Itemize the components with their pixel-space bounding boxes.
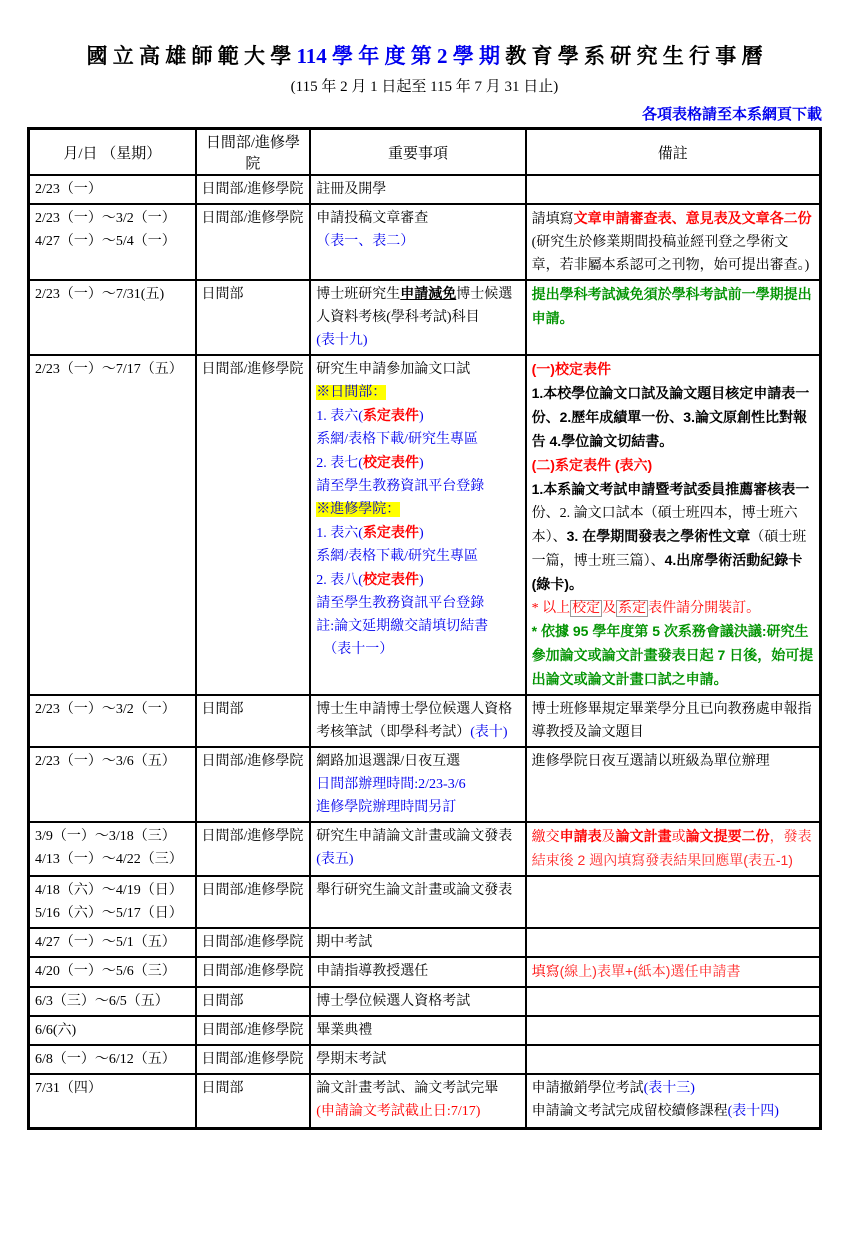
cell-dept	[196, 175, 311, 204]
cell-notes	[526, 928, 821, 957]
paragraph	[35, 283, 191, 306]
paragraph	[532, 283, 815, 331]
paragraph	[316, 773, 520, 796]
paragraph	[316, 638, 520, 661]
paragraph	[316, 498, 520, 521]
paragraph	[35, 1048, 191, 1071]
text-segment: 日間部	[201, 702, 244, 717]
paragraph	[316, 207, 520, 230]
cell-items	[310, 355, 525, 695]
text-segment: 系網/表格下載/研究生專區	[316, 432, 479, 447]
paragraph	[35, 750, 191, 773]
text-segment: 網路加退選課/日夜互選	[316, 754, 461, 769]
paragraph	[202, 1048, 306, 1071]
paragraph	[532, 478, 815, 597]
table-row	[29, 204, 821, 280]
paragraph	[532, 750, 815, 773]
text-segment: 提出學科考試減免須於學科考試前一學期提出申請。	[531, 286, 812, 326]
paragraph	[316, 230, 520, 253]
paragraph	[316, 615, 520, 638]
paragraph	[316, 931, 520, 954]
text-segment: 4.出席學術活動紀錄卡(綠卡)。	[531, 552, 803, 592]
header-row	[29, 129, 821, 176]
cell-notes	[526, 1045, 821, 1074]
text-segment: 日間部/進修學院	[201, 829, 304, 844]
text-segment: 日間部/進修學院	[201, 754, 304, 769]
text-segment: 1. 表六(	[316, 526, 363, 541]
paragraph	[316, 428, 520, 451]
text-segment: 3/9（一）～3/18（三）	[35, 829, 176, 844]
text-segment: 博士學位候選人資格考試	[316, 994, 471, 1009]
table-row	[29, 695, 821, 747]
text-segment: 日間部	[201, 1081, 244, 1096]
paragraph	[316, 329, 520, 352]
text-segment: 系網/表格下載/研究生專區	[316, 549, 479, 564]
text-segment: 校定表件	[362, 571, 419, 587]
page-subtitle: (115 年 2 月 1 日起至 115 年 7 月 31 日止)	[290, 79, 559, 95]
paragraph	[532, 597, 815, 620]
text-segment: 期中考試	[316, 935, 373, 950]
cell-items	[310, 204, 525, 280]
text-segment: 4/27（一）～5/4（一）	[35, 234, 176, 249]
text-segment: 6/8（一）～6/12（五）	[35, 1052, 176, 1067]
text-segment: )	[418, 526, 424, 541]
paragraph	[316, 381, 520, 404]
text-segment: 系定	[618, 601, 647, 616]
text-segment: 註冊及開學	[316, 182, 387, 197]
table-row	[29, 1045, 821, 1074]
text-segment: (二)系定表件 (表六)	[531, 457, 653, 473]
text-segment: 研究生申請論文計畫或論文發表	[316, 829, 513, 844]
paragraph	[316, 1077, 520, 1100]
paragraph	[202, 825, 306, 848]
text-segment: 日間部/進修學院	[201, 1023, 304, 1038]
paragraph	[316, 1048, 520, 1071]
paragraph	[35, 230, 191, 253]
paragraph	[316, 1019, 520, 1042]
text-segment: 1.本系論文考試申請暨考試委員推薦審核表一	[531, 481, 810, 497]
table-row	[29, 175, 821, 204]
text-segment: 或	[671, 830, 686, 845]
text-segment: 3. 在學期間發表之學術性文章	[566, 528, 751, 544]
cell-items	[310, 695, 525, 747]
paragraph	[316, 451, 520, 475]
paragraph	[202, 931, 306, 954]
text-segment: 及	[602, 601, 617, 616]
text-segment: )	[418, 456, 424, 471]
text-segment: 日間部/進修學院	[201, 362, 304, 377]
document-page	[0, 40, 849, 1240]
text-segment: 2/23（一）～7/31(五)	[35, 287, 165, 302]
text-segment: 申請指導教授選任	[316, 964, 429, 979]
cell-date	[29, 747, 196, 822]
cell-items	[310, 987, 525, 1016]
cell-notes	[526, 280, 821, 355]
title-segment: 114 學 年 度 第 2 學 期	[296, 44, 506, 68]
paragraph	[202, 960, 306, 983]
text-segment: 申請撤銷學位考試	[531, 1081, 644, 1096]
text-segment: 論文計畫	[615, 828, 672, 844]
paragraph	[202, 750, 306, 773]
paragraph	[202, 990, 306, 1013]
text-segment: 校定表件	[362, 454, 419, 470]
text-segment: 校定	[572, 601, 601, 616]
text-segment: 博士生申請博士學位候選人資格考核筆試（即學科考試）	[316, 702, 513, 740]
cell-dept	[196, 747, 311, 822]
table-row	[29, 876, 821, 928]
paragraph	[316, 283, 520, 329]
table-row	[29, 280, 821, 355]
cell-notes	[526, 695, 821, 747]
text-segment: (一)校定表件	[531, 361, 611, 377]
text-segment: 2/23（一）～3/2（一）	[35, 702, 176, 717]
text-segment: 4/20（一）～5/6（三）	[35, 964, 176, 979]
text-segment: 進修學院日夜互選請以班級為單位辦理	[531, 754, 770, 769]
text-segment: 申請表	[559, 828, 602, 844]
paragraph	[35, 698, 191, 721]
paragraph	[35, 825, 191, 848]
cell-notes	[526, 204, 821, 280]
paragraph	[35, 207, 191, 230]
cell-date	[29, 928, 196, 957]
cell-dept	[196, 957, 311, 987]
paragraph	[316, 960, 520, 983]
cell-items	[310, 1045, 525, 1074]
table-row	[29, 1016, 821, 1045]
text-segment: 6/3（三）～6/5（五）	[35, 994, 169, 1009]
paragraph	[532, 231, 815, 277]
text-segment: 舉行研究生論文計畫或論文發表	[316, 883, 513, 898]
cell-date	[29, 822, 196, 876]
text-segment: 及	[601, 830, 616, 845]
calendar-table	[27, 127, 822, 1130]
text-segment: 4/27（一）～5/1（五）	[35, 935, 176, 950]
text-segment: 請至學生教務資訊平台登錄	[316, 479, 485, 494]
cell-items	[310, 747, 525, 822]
table-row	[29, 957, 821, 987]
text-segment: 日間部/進修學院	[201, 935, 304, 950]
paragraph	[35, 178, 191, 201]
paragraph	[532, 454, 815, 478]
text-segment: 論文提要二份	[685, 828, 770, 844]
paragraph	[202, 178, 306, 201]
text-segment: 2/23（一）～7/17（五）	[35, 362, 183, 377]
text-segment: (研究生於修業期間投稿並經刊登之學術文章，若非屬本系認可之刊物，始可提出審查。)	[531, 235, 810, 273]
cell-notes	[526, 822, 821, 876]
paragraph	[532, 960, 815, 984]
paragraph	[316, 475, 520, 498]
cell-items	[310, 957, 525, 987]
paragraph	[316, 521, 520, 545]
paragraph	[316, 698, 520, 744]
cell-notes	[526, 355, 821, 695]
cell-date	[29, 280, 196, 355]
cell-dept	[196, 987, 311, 1016]
text-segment: )	[418, 409, 424, 424]
text-segment: 文章申請審查表、意見表及文章各二份	[573, 210, 812, 226]
column-header: 日間部/進修學院	[196, 129, 311, 176]
text-segment: )	[418, 573, 424, 588]
paragraph	[532, 382, 815, 454]
cell-date	[29, 1045, 196, 1074]
text-segment: * 依據 95 學年度第 5 次系務會議決議:研究生參加論文或論文計畫發表日起 7 日後，始可提出論文或論文計畫口試之申請。	[531, 623, 814, 687]
text-segment: 日間部/進修學院	[201, 182, 304, 197]
cell-date	[29, 1016, 196, 1045]
text-segment: (表五)	[316, 852, 354, 867]
paragraph	[202, 358, 306, 381]
text-segment: 論文計畫考試、論文考試完畢	[316, 1081, 499, 1096]
text-segment: 2/23（一）	[35, 182, 102, 197]
text-segment: 請填寫	[531, 212, 574, 227]
text-segment: (表十四)	[727, 1104, 779, 1119]
cell-dept	[196, 928, 311, 957]
cell-dept	[196, 280, 311, 355]
paragraph	[202, 207, 306, 230]
column-header: 月/日 （星期）	[29, 129, 196, 176]
text-segment: 1.本校學位論文口試及論文題目核定申請表一份、2.歷年成績單一份、3.論文原創性比對報告 4.學位論文切結書。	[531, 385, 810, 449]
text-segment: ※進修學院：	[316, 502, 401, 517]
text-segment: 7/31（四）	[35, 1081, 102, 1096]
paragraph	[316, 990, 520, 1013]
paragraph	[316, 825, 520, 848]
paragraph	[316, 358, 520, 381]
paragraph	[316, 404, 520, 428]
column-header: 備註	[526, 129, 821, 176]
table-row	[29, 355, 821, 695]
text-segment: 2. 表七(	[316, 456, 363, 471]
paragraph	[35, 960, 191, 983]
text-segment: 填寫	[531, 965, 560, 980]
cell-dept	[196, 876, 311, 928]
column-header: 重要事項	[310, 129, 525, 176]
text-segment: 系定表件	[362, 524, 419, 540]
table-row	[29, 928, 821, 957]
paragraph	[316, 178, 520, 201]
cell-dept	[196, 822, 311, 876]
paragraph	[35, 902, 191, 925]
text-segment: 系定表件	[362, 407, 419, 423]
cell-notes	[526, 1016, 821, 1045]
text-segment: 申請投稿文章審查	[316, 211, 429, 226]
cell-dept	[196, 204, 311, 280]
text-segment: 1. 表六(	[316, 409, 363, 424]
cell-date	[29, 695, 196, 747]
paragraph	[532, 1077, 815, 1100]
text-segment: ※日間部：	[316, 385, 387, 400]
table-row	[29, 747, 821, 822]
text-segment: (申請論文考試截止日:7/17)	[316, 1104, 481, 1119]
text-segment: 日間部/進修學院	[201, 1052, 304, 1067]
text-segment: ，發表結束後 2 週內填寫發表結果回應單(表五-1)	[531, 828, 812, 868]
text-segment: (表十三)	[643, 1081, 695, 1096]
text-segment: (表十)	[470, 725, 508, 740]
paragraph	[532, 698, 815, 744]
table-row	[29, 822, 821, 876]
paragraph	[316, 848, 520, 871]
paragraph	[532, 358, 815, 382]
paragraph	[316, 1100, 520, 1123]
text-segment: 5/16（六）～5/17（日）	[35, 906, 183, 921]
table-row	[29, 987, 821, 1016]
cell-date	[29, 175, 196, 204]
text-segment: * 以上	[531, 601, 571, 616]
text-segment: （表十一）	[316, 642, 394, 657]
paragraph	[202, 698, 306, 721]
text-segment: 進修學院辦理時間另訂	[316, 800, 457, 815]
cell-dept	[196, 695, 311, 747]
text-segment: 4/13（一）～4/22（三）	[35, 852, 183, 867]
text-segment: 註:論文延期繳交請填切結書	[316, 619, 489, 634]
cell-date	[29, 957, 196, 987]
paragraph	[316, 592, 520, 615]
text-segment: 學期末考試	[316, 1052, 387, 1067]
cell-dept	[196, 355, 311, 695]
cell-notes	[526, 987, 821, 1016]
cell-items	[310, 876, 525, 928]
text-segment: 申請減免	[400, 287, 457, 302]
download-note: 各項表格請至本系網頁下載	[641, 106, 822, 123]
paragraph	[532, 207, 815, 231]
paragraph	[202, 283, 306, 306]
text-segment: 份、2. 論文口試本（碩士班四本，博士班六本）、	[531, 506, 798, 545]
text-segment: 表件請分開裝訂。	[648, 601, 761, 616]
cell-notes	[526, 876, 821, 928]
cell-date	[29, 987, 196, 1016]
text-segment: 日間部	[201, 287, 244, 302]
cell-date	[29, 876, 196, 928]
paragraph	[35, 931, 191, 954]
paragraph	[35, 1019, 191, 1042]
text-segment: 請至學生教務資訊平台登錄	[316, 596, 485, 611]
paragraph	[35, 358, 191, 381]
text-segment: 博士候選人資料考核(學科考試)科目	[316, 287, 513, 325]
cell-items	[310, 822, 525, 876]
text-segment: 日間部	[201, 994, 244, 1009]
paragraph	[35, 990, 191, 1013]
cell-items	[310, 175, 525, 204]
cell-date	[29, 1074, 196, 1128]
text-segment: 日間部/進修學院	[201, 964, 304, 979]
title-segment: 教 育 學 系 研 究 生 行 事 曆	[505, 44, 763, 68]
paragraph	[202, 1077, 306, 1100]
cell-notes	[526, 957, 821, 987]
text-segment: 日間部/進修學院	[201, 883, 304, 898]
cell-items	[310, 280, 525, 355]
text-segment: 2/23（一）～3/6（五）	[35, 754, 176, 769]
paragraph	[532, 1100, 815, 1123]
text-segment: 6/6(六)	[35, 1023, 77, 1038]
text-segment: 博士班修畢規定畢業學分且已向教務處申報指導教授及論文題目	[531, 702, 812, 740]
paragraph	[316, 879, 520, 902]
paragraph	[202, 1019, 306, 1042]
text-segment: (表十九)	[316, 333, 368, 348]
text-segment: 研究生申請參加論文口試	[316, 362, 471, 377]
paragraph	[35, 1077, 191, 1100]
cell-date	[29, 355, 196, 695]
paragraph	[316, 545, 520, 568]
cell-notes	[526, 747, 821, 822]
text-segment: 2/23（一）～3/2（一）	[35, 211, 176, 226]
text-segment: 日間部辦理時間:2/23-3/6	[316, 777, 466, 792]
text-segment: 繳交	[531, 830, 560, 845]
text-segment: 2. 表八(	[316, 573, 363, 588]
text-segment: 日間部/進修學院	[201, 211, 304, 226]
cell-dept	[196, 1016, 311, 1045]
text-segment: 博士班研究生	[316, 287, 401, 302]
text-segment: 畢業典禮	[316, 1023, 373, 1038]
text-segment: （碩士班一篇，博士班三篇）、	[531, 530, 807, 569]
text-segment: 4/18（六）～4/19（日）	[35, 883, 183, 898]
paragraph	[202, 879, 306, 902]
cell-dept	[196, 1074, 311, 1128]
cell-date	[29, 204, 196, 280]
cell-notes	[526, 175, 821, 204]
paragraph	[316, 750, 520, 773]
paragraph	[532, 620, 815, 692]
page-title	[0, 40, 849, 70]
cell-items	[310, 928, 525, 957]
table-row	[29, 1074, 821, 1128]
text-segment: 申請論文考試完成留校續修課程	[531, 1104, 728, 1119]
paragraph	[316, 796, 520, 819]
cell-notes	[526, 1074, 821, 1128]
paragraph	[532, 825, 815, 873]
title-segment: 國 立 高 雄 師 範 大 學	[86, 44, 297, 68]
paragraph	[316, 568, 520, 592]
cell-items	[310, 1074, 525, 1128]
text-segment: （表一、表二）	[316, 234, 415, 249]
paragraph	[35, 879, 191, 902]
cell-dept	[196, 1045, 311, 1074]
text-segment: (線上)表單+(紙本)選任申請書	[559, 963, 741, 979]
paragraph	[35, 848, 191, 871]
cell-items	[310, 1016, 525, 1045]
